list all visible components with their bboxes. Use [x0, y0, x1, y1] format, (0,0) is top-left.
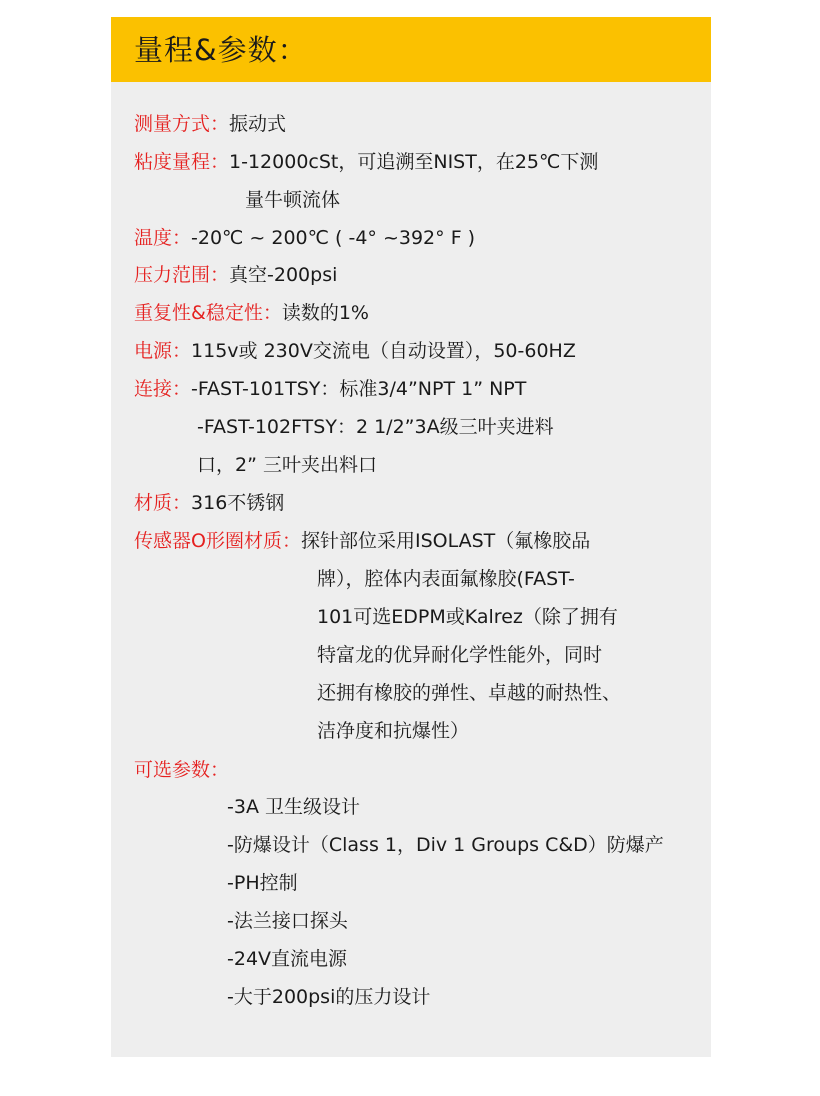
spec-label: 可选参数： — [134, 759, 230, 781]
spec-value-continued: 特富龙的优异耐化学性能外，同时 — [317, 644, 603, 666]
option-item: -防爆设计（Class 1，Div 1 Groups C&D）防爆产 — [227, 834, 664, 856]
spec-value-continued: 洁净度和抗爆性） — [317, 720, 470, 742]
spec-pressure — [134, 263, 337, 287]
option-item: -24V直流电源 — [227, 948, 348, 970]
spec-method — [134, 112, 286, 136]
spec-value-continued: 口，2” 三叶夹出料口 — [197, 454, 377, 476]
spec-label: 压力范围： — [134, 264, 230, 286]
spec-value: -20℃ ~ 200℃ ( -4° ~392° F ) — [191, 227, 476, 249]
spec-label: 温度： — [134, 227, 192, 249]
spec-value-continued: 牌），腔体内表面氟橡胶(FAST- — [317, 568, 575, 590]
spec-value: 真空-200psi — [229, 264, 338, 286]
spec-value: 115v或 230V交流电（自动设置），50-60HZ — [191, 340, 576, 362]
section-header — [111, 17, 711, 82]
section-title: 量程&参数： — [134, 33, 308, 67]
spec-oring — [134, 529, 590, 553]
spec-label: 连接： — [134, 378, 192, 400]
spec-label: 测量方式： — [134, 113, 230, 135]
spec-value: 读数的1% — [281, 302, 369, 324]
spec-label: 传感器O形圈材质： — [134, 530, 301, 552]
spec-value-continued: 101可选EDPM或Kalrez（除了拥有 — [317, 606, 618, 628]
spec-power — [134, 339, 576, 363]
spec-label: 电源： — [134, 340, 192, 362]
spec-label: 粘度量程： — [134, 151, 230, 173]
option-item: -法兰接口探头 — [227, 910, 348, 932]
spec-card — [111, 17, 711, 1057]
spec-viscosity — [134, 150, 598, 174]
spec-label: 重复性&稳定性： — [134, 302, 282, 324]
option-item: -3A 卫生级设计 — [227, 796, 360, 818]
option-item: -大于200psi的压力设计 — [227, 986, 431, 1008]
spec-value-continued: -FAST-102FTSY：2 1/2”3A级三叶夹进料 — [197, 416, 554, 438]
option-item: -PH控制 — [227, 872, 298, 894]
spec-value: 316不锈钢 — [191, 492, 285, 514]
spec-material — [134, 491, 284, 515]
spec-value: 1-12000cSt，可追溯至NIST，在25℃下测 — [229, 151, 599, 173]
spec-value-continued: 还拥有橡胶的弹性、卓越的耐热性、 — [317, 682, 622, 704]
spec-repeatability — [134, 301, 369, 325]
spec-options — [134, 758, 229, 782]
spec-temperature — [134, 226, 475, 250]
spec-value: 探针部位采用ISOLAST（氟橡胶品 — [300, 530, 591, 552]
spec-value: -FAST-101TSY：标准3/4”NPT 1” NPT — [191, 378, 527, 400]
spec-value: 振动式 — [229, 113, 287, 135]
spec-value-continued: 量牛顿流体 — [245, 189, 341, 211]
spec-connection — [134, 377, 526, 401]
spec-label: 材质： — [134, 492, 192, 514]
